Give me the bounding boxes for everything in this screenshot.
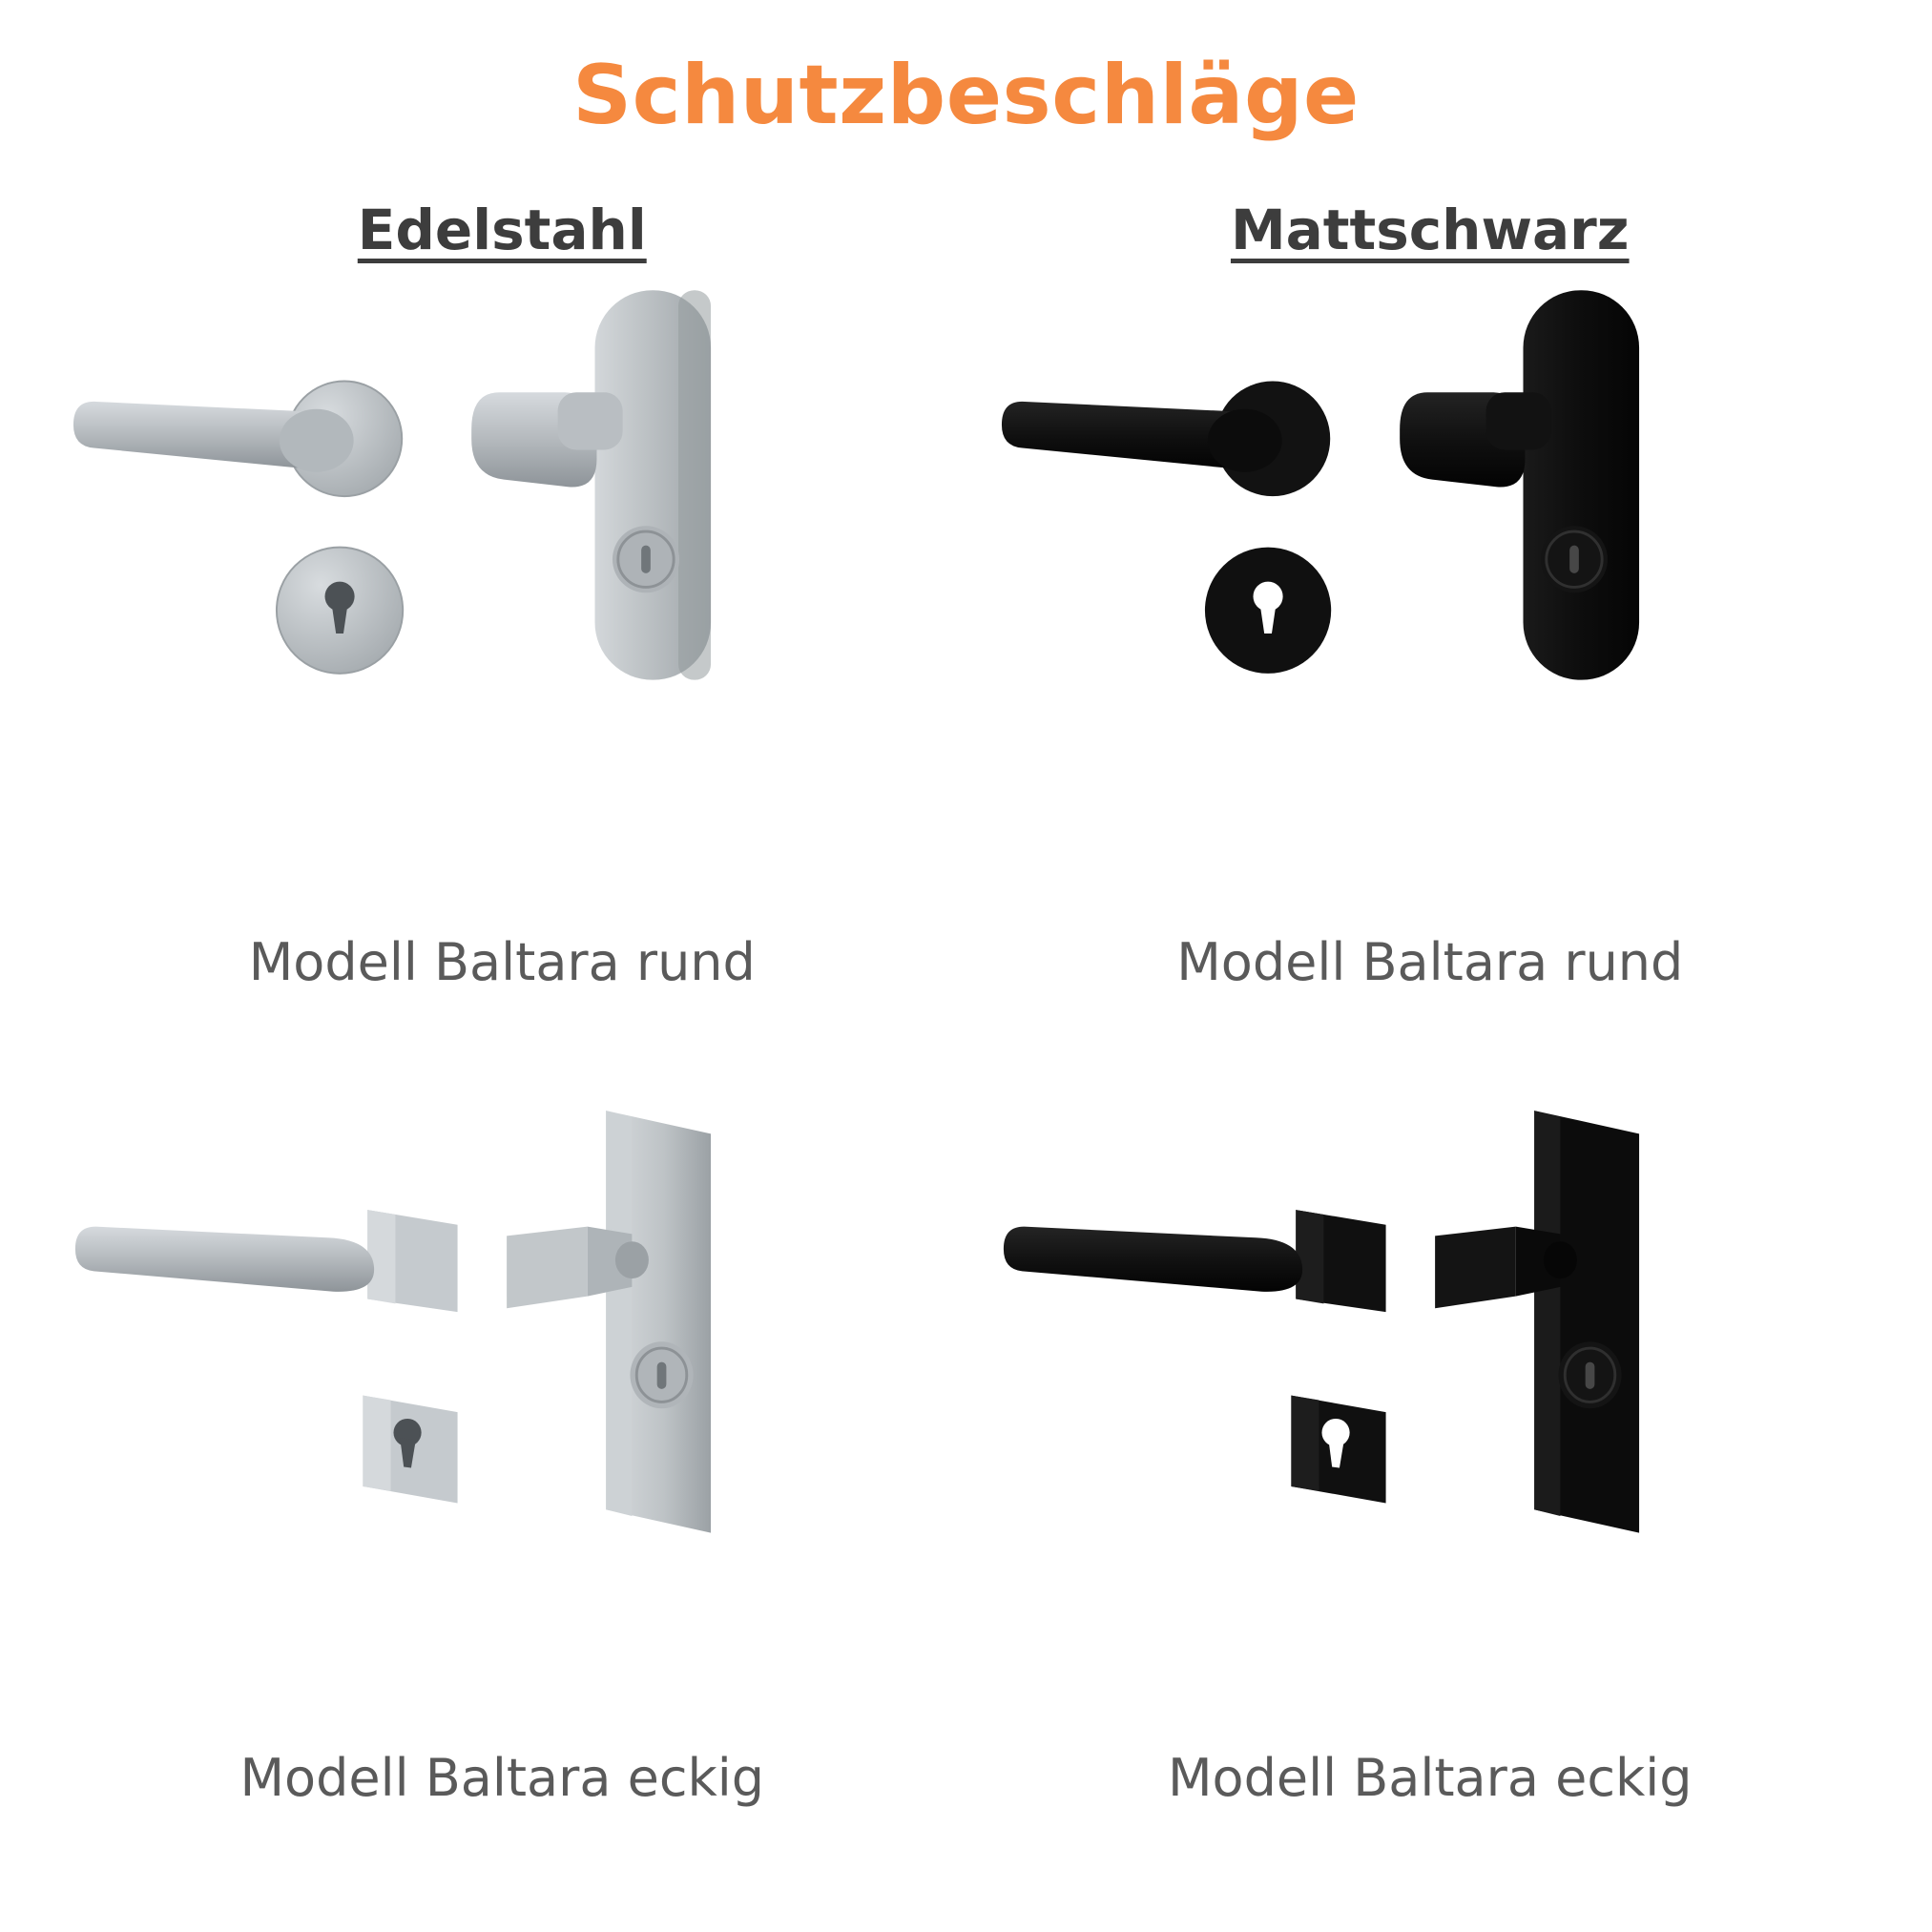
- square-key-escutcheon: [363, 1396, 457, 1504]
- product-cell-edelstahl-rund[interactable]: [38, 272, 966, 1088]
- long-backplate-square: [1534, 1111, 1639, 1532]
- product-caption-mattschwarz-rund: Modell Baltara rund: [1176, 932, 1684, 993]
- round-rosette-lever-set: [73, 382, 402, 497]
- cylinder-cover: [1558, 1341, 1621, 1408]
- column-header-mattschwarz: Mattschwarz: [1230, 197, 1630, 263]
- product-caption-edelstahl-rund: Modell Baltara rund: [248, 932, 756, 993]
- column-headers: [38, 197, 1894, 262]
- square-rosette-lever-set: [1003, 1210, 1385, 1312]
- square-rosette-lever-set: [75, 1210, 458, 1312]
- long-backplate-rounded: [1523, 291, 1639, 680]
- long-backplate-rounded: [595, 291, 712, 680]
- cylinder-cover: [613, 527, 679, 593]
- product-grid: [38, 272, 1894, 1903]
- cylinder-cover: [1540, 527, 1607, 593]
- round-key-escutcheon: [277, 548, 403, 674]
- product-cell-mattschwarz-rund[interactable]: [966, 272, 1895, 1088]
- page-title: Schutzbeschläge: [572, 48, 1360, 143]
- column-header-edelstahl: Edelstahl: [357, 197, 647, 263]
- product-illustration-edelstahl-eckig: [38, 1088, 966, 1746]
- round-rosette-lever-set: [1001, 382, 1329, 497]
- product-caption-mattschwarz-eckig: Modell Baltara eckig: [1167, 1748, 1693, 1809]
- product-cell-edelstahl-eckig[interactable]: [38, 1088, 966, 1903]
- product-illustration-mattschwarz-rund: [966, 272, 1895, 930]
- square-key-escutcheon: [1291, 1396, 1385, 1504]
- product-illustration-edelstahl-rund: [38, 272, 966, 930]
- product-illustration-mattschwarz-eckig: [966, 1088, 1895, 1746]
- long-backplate-square: [606, 1111, 711, 1532]
- cylinder-cover: [630, 1341, 693, 1408]
- round-key-escutcheon: [1204, 548, 1330, 674]
- product-caption-edelstahl-eckig: Modell Baltara eckig: [239, 1748, 765, 1809]
- product-cell-mattschwarz-eckig[interactable]: [966, 1088, 1895, 1903]
